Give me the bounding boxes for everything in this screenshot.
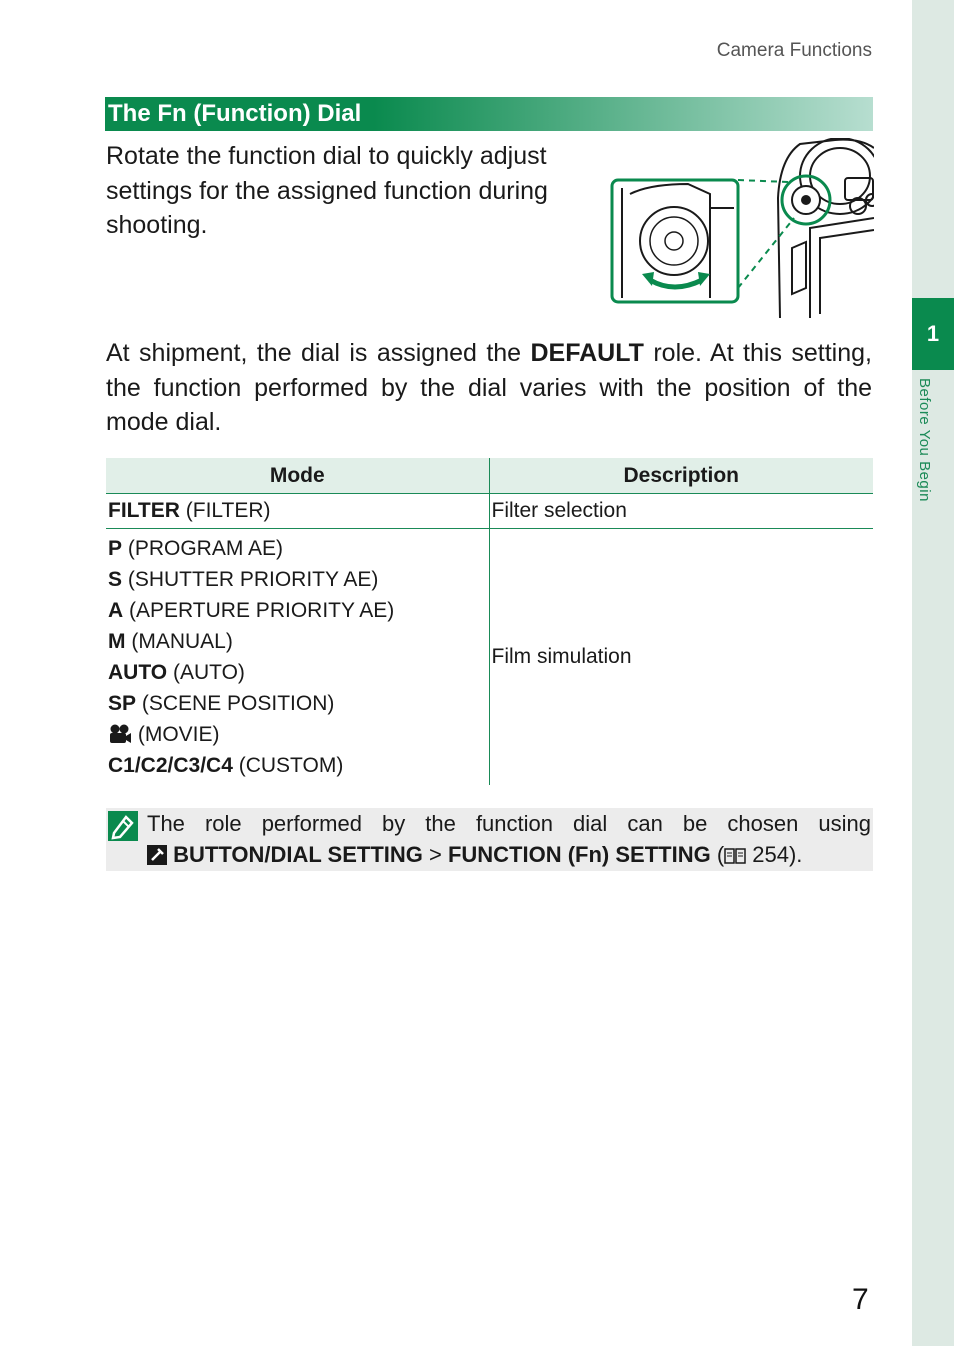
mode-list-cell (106, 529, 489, 786)
path-separator: > (422, 842, 448, 867)
ref-open: ( (710, 842, 725, 867)
mode-code: A (108, 599, 124, 622)
header-mode: Mode (106, 458, 489, 494)
default-role-label: DEFAULT (530, 339, 644, 367)
header-description: Description (489, 458, 873, 494)
chapter-tab[interactable]: 1 (912, 298, 954, 370)
mode-description-table (106, 458, 873, 785)
side-band (912, 0, 954, 1346)
function-dial-illustration (610, 138, 874, 322)
mode-code: FILTER (108, 499, 180, 522)
table-row (106, 529, 873, 786)
note-box (106, 808, 873, 871)
mode-line-auto (108, 657, 487, 688)
paragraph-text-after: role. At this setting, the function performed by the dial varies with the position of the mode dial. (106, 339, 872, 436)
mode-line-aperture (108, 595, 487, 626)
page-number: 7 (852, 1283, 869, 1316)
mode-line-scene (108, 688, 487, 719)
mode-name: (FILTER) (179, 499, 271, 522)
mode-line-movie (108, 719, 487, 750)
table-header-row (106, 458, 873, 494)
section-title-text: The Fn (Function) Dial (108, 100, 362, 127)
mode-line-program (108, 533, 487, 564)
table-row (106, 494, 873, 529)
menu-button-dial-setting[interactable]: BUTTON/DIAL SETTING (173, 842, 423, 867)
setup-wrench-icon (147, 845, 167, 865)
description-cell: Film simulation (489, 529, 873, 786)
mode-name: (CUSTOM) (232, 754, 344, 777)
mode-code: AUTO (108, 661, 168, 684)
mode-line-shutter (108, 564, 487, 595)
mode-name: (AUTO) (167, 661, 245, 684)
mode-code: C1/C2/C3/C4 (108, 754, 233, 777)
mode-code: S (108, 568, 123, 591)
menu-function-setting[interactable]: FUNCTION (Fn) SETTING (447, 842, 711, 867)
mode-name: (MANUAL) (125, 630, 233, 653)
mode-name: (SHUTTER PRIORITY AE) (122, 568, 379, 591)
note-line-1: The role performed by the function dial can be chosen using (147, 811, 871, 836)
book-page-ref-icon (724, 847, 746, 865)
mode-code: SP (108, 692, 137, 715)
page-reference[interactable]: 254). (746, 842, 803, 867)
camera-body-drawing (778, 138, 874, 318)
mode-code: P (108, 537, 123, 560)
note-line-2 (147, 839, 871, 870)
mode-name: (APERTURE PRIORITY AE) (123, 599, 395, 622)
mode-name: (MOVIE) (132, 723, 220, 746)
mode-line-custom (108, 750, 487, 781)
mode-line-manual (108, 626, 487, 657)
chapter-label: Before You Begin (916, 378, 933, 502)
mode-name: (PROGRAM AE) (122, 537, 284, 560)
running-head: Camera Functions (716, 40, 872, 61)
mode-cell (106, 494, 489, 529)
assignment-paragraph (106, 336, 872, 440)
mode-code: M (108, 630, 126, 653)
intro-text: Rotate the function dial to quickly adjust settings for the assigned function during shooting. (106, 142, 548, 239)
section-title (105, 97, 873, 131)
mode-name: (SCENE POSITION) (136, 692, 335, 715)
movie-camera-icon (108, 724, 132, 744)
note-pencil-icon (108, 811, 138, 841)
paragraph-text-before: At shipment, the dial is assigned the (106, 339, 531, 367)
description-cell: Filter selection (489, 494, 873, 529)
